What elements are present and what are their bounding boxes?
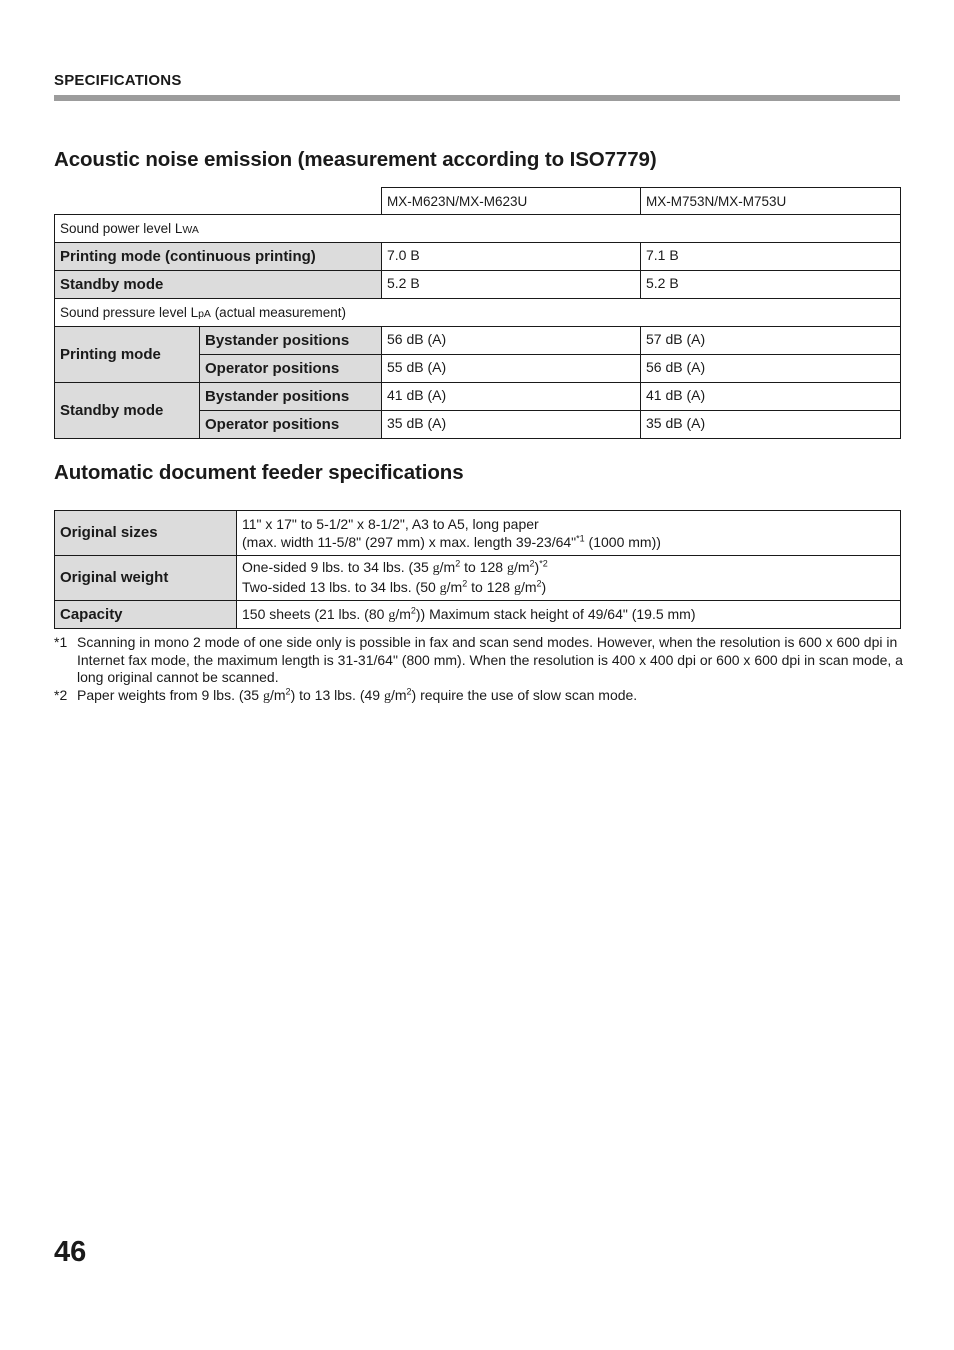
cell-value: 5.2 B [641,271,901,299]
table-row [55,188,901,215]
cell-value: 5.2 B [382,271,641,299]
table-row [55,299,901,327]
original-weight-label: Original weight [55,556,237,601]
cell-value: 41 dB (A) [382,383,641,411]
acoustic-title: Acoustic noise emission (measurement according to ISO7779) [54,148,657,171]
footnote [54,634,904,687]
table-row [55,271,901,299]
section-header: SPECIFICATIONS [54,72,182,89]
acoustic-table [54,187,901,439]
cell-value: 57 dB (A) [641,327,901,355]
operator-label: Operator positions [200,355,382,383]
table-row [55,383,901,411]
cell-value: 35 dB (A) [382,411,641,439]
operator-label: Operator positions [200,411,382,439]
standby-mode-label: Standby mode [55,383,200,439]
cell-value: 7.1 B [641,243,901,271]
footnote-text: Scanning in mono 2 mode of one side only is possible in fax and scan send modes. However, when the resolution is 600 x 600 dpi in Internet fax mode, the maximum length is 31-31/64" (800 mm). When the resolution is 400 x 400 dpi or 600 x 600 dpi in scan mode, a long original cannot be scanned. [77,634,903,685]
original-sizes-value: 11" x 17" to 5-1/2" x 8-1/2", A3 to A5, long paper (max. width 11-5/8" (297 mm) x max. length 39-23/64"$^{*1}$ (1000 mm)) [237,511,901,556]
header-rule [54,95,900,101]
original-weight-value: One-sided 9 lbs. to 34 lbs. (35 $g/m^2$ to 128 $g/m^2)^{*2}$ Two-sided 13 lbs. to 34 lbs. (50 $g/m^2$ to 128 $g/m^2$) [237,556,901,601]
table-row [55,243,901,271]
cell-value: 41 dB (A) [641,383,901,411]
bystander-label: Bystander positions [200,383,382,411]
bystander-label: Bystander positions [200,327,382,355]
printing-continuous-label: Printing mode (continuous printing) [55,243,382,271]
table-row [55,327,901,355]
footnote-mark: *1 [54,634,68,650]
cell-value: 7.0 B [382,243,641,271]
footnote-text: Paper weights from 9 lbs. (35 $g/m^2$) to 13 lbs. (49 $g/m^2$) require the use of slow scan mode. [77,685,638,704]
sound-power-label: Sound power level LWA [55,215,901,243]
adf-table [54,510,901,629]
cell-value: 56 dB (A) [641,355,901,383]
table-row [55,556,901,601]
footnote [54,687,904,706]
page-number: 46 [54,1236,87,1268]
model-1-header: MX-M623N/MX-M623U [382,188,641,215]
footnotes [54,634,904,705]
table-row [55,511,901,556]
model-2-header: MX-M753N/MX-M753U [641,188,901,215]
table-row [55,601,901,629]
original-sizes-label: Original sizes [55,511,237,556]
adf-title: Automatic document feeder specifications [54,461,464,484]
cell-value: 55 dB (A) [382,355,641,383]
capacity-value: 150 sheets (21 lbs. (80 $g/m^2$)) Maximum stack height of 49/64" (19.5 mm) [237,601,901,629]
cell-value: 56 dB (A) [382,327,641,355]
table-row [55,215,901,243]
sound-pressure-label: Sound pressure level LpA (actual measurement) [55,299,901,327]
cell-value: 35 dB (A) [641,411,901,439]
capacity-label: Capacity [55,601,237,629]
standby-power-label: Standby mode [55,271,382,299]
printing-mode-label: Printing mode [55,327,200,383]
footnote-mark: *2 [54,686,68,703]
